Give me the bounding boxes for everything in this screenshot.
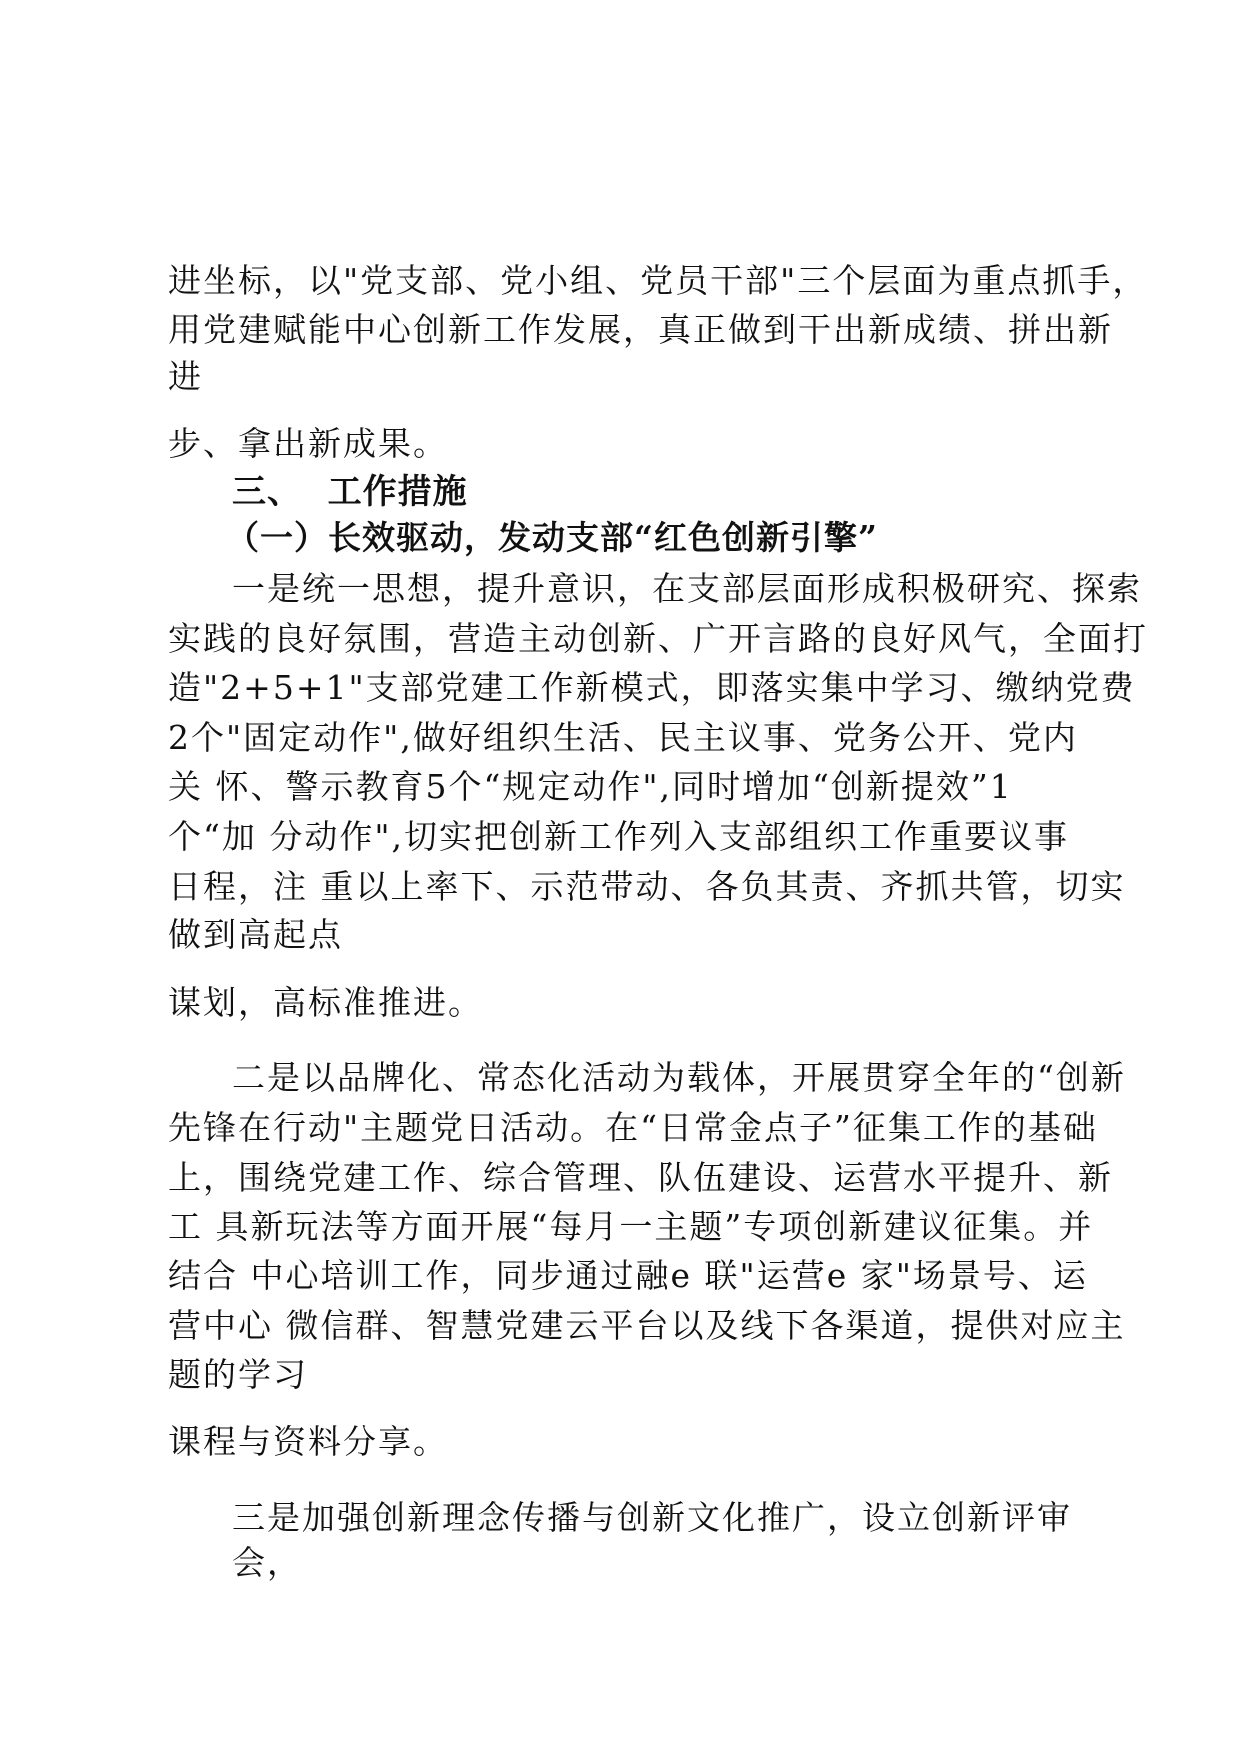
text-line: 工 具新玩法等方面开展“每月一主题”专项创新建议征集。并 [168,1207,1094,1246]
text-line: 结合 中心培训工作，同步通过融e 联"运营e 家"场景号、运 [168,1256,1088,1295]
text-line: 个“加 分动作",切实把创新工作列入支部组织工作重要议事 [168,817,1070,856]
text-line: 题的学习 [168,1355,308,1394]
text-line: 用党建赋能中心创新工作发展，真正做到干出新成绩、拼出新 [168,310,1113,349]
subsection-heading: （一）长效驱动，发动支部“红色创新引擎” [226,518,878,557]
text-line: 上，围绕党建工作、综合管理、队伍建设、运营水平提升、新 [168,1158,1113,1197]
text-line: 做到高起点 [168,915,343,954]
text-line: 营中心 微信群、智慧党建云平台以及线下各渠道，提供对应主 [168,1306,1126,1345]
text-line: 进坐标，以"党支部、党小组、党员干部"三个层面为重点抓手， [168,261,1148,300]
text-line: 先锋在行动"主题党日活动。在“日常金点子”征集工作的基础 [168,1108,1098,1147]
section-heading: 三、 工作措施 [232,472,468,512]
text-line: 会， [232,1543,302,1582]
text-line: 一是统一思想，提升意识，在支部层面形成积极研究、探索 [232,569,1142,608]
text-line: 谋划，高标准推进。 [168,983,483,1022]
text-line: 课程与资料分享。 [168,1422,448,1461]
text-line: 2个"固定动作",做好组织生活、民主议事、党务公开、党内 [168,718,1078,757]
text-line: 三是加强创新理念传播与创新文化推广，设立创新评审 [232,1498,1072,1537]
text-line: 二是以品牌化、常态化活动为载体，开展贯穿全年的“创新 [232,1058,1126,1097]
text-line: 实践的良好氛围，营造主动创新、广开言路的良好风气，全面打 [168,619,1148,658]
text-line: 步、拿出新成果。 [168,424,448,463]
text-line: 日程，注 重以上率下、示范带动、各负其责、齐抓共管，切实 [168,867,1126,906]
text-line: 进 [168,357,203,396]
text-line: 关 怀、警示教育5个“规定动作",同时增加“创新提效”1 [168,767,1013,806]
text-line: 造"2+5+1"支部党建工作新模式，即落实集中学习、缴纳党费 [168,668,1136,707]
